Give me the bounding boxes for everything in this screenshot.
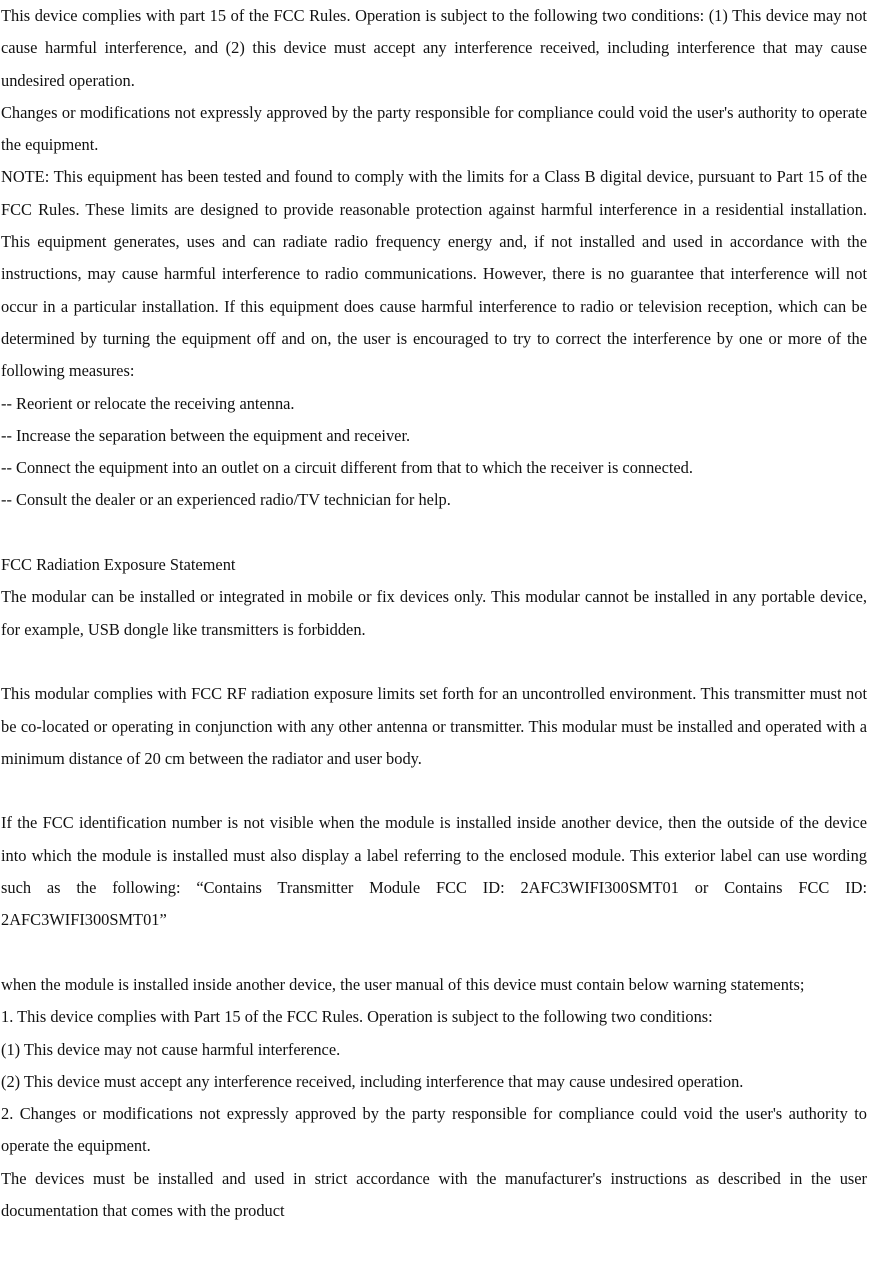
part15-statement: This device complies with part 15 of the FCC Rules. Operation is subject to the following two conditions: (1) This device may not cause harmful interference, and (2) this device must accept any interference received, including interference that may cause undesired operation. bbox=[1, 6, 867, 90]
measure-item: -- Connect the equipment into an outlet on a circuit different from that to which the receiver is connected. bbox=[1, 458, 693, 478]
measure-item: -- Increase the separation between the equipment and receiver. bbox=[1, 425, 411, 445]
fcc-id-label-section bbox=[1, 807, 867, 936]
measure-item: -- Consult the dealer or an experienced radio/TV technician for help. bbox=[1, 490, 451, 510]
manual-item-2: 2. Changes or modifications not expressly approved by the party responsible for compliance could void the user's authority to operate the equipment. bbox=[1, 1104, 867, 1156]
manual-intro: when the module is installed inside another device, the user manual of this device must contain below warning statements; bbox=[1, 974, 805, 994]
fcc-id-label-paragraph: If the FCC identification number is not visible when the module is installed inside another device, then the outside of the device into which the module is installed must also display a label referring to the enclosed module. This exterior label can use wording such as the following: “Contains Transmitter Module FCC ID: 2AFC3WIFI300SMT01 or Contains FCC ID: 2AFC3WIFI300SMT01” bbox=[1, 813, 867, 930]
fcc-compliance-section bbox=[1, 0, 867, 517]
manual-item-1a: (1) This device may not cause harmful interference. bbox=[1, 1039, 341, 1059]
paragraph-gap bbox=[1, 646, 867, 678]
modification-warning: Changes or modifications not expressly approved by the party responsible for compliance could void the user's authority to operate the equipment. bbox=[1, 102, 867, 155]
manual-item-1: 1. This device complies with Part 15 of the FCC Rules. Operation is subject to the following two conditions: bbox=[1, 1007, 713, 1027]
manual-item-1b: (2) This device must accept any interference received, including interference that may cause undesired operation. bbox=[1, 1071, 744, 1091]
paragraph-gap bbox=[1, 775, 867, 807]
paragraph-gap bbox=[1, 937, 867, 969]
mobile-install-paragraph: The modular can be installed or integrated in mobile or fix devices only. This modular cannot be installed in any portable device, for example, USB dongle like transmitters is forbidden. bbox=[1, 587, 867, 639]
paragraph-gap bbox=[1, 517, 867, 549]
measure-item: -- Reorient or relocate the receiving antenna. bbox=[1, 393, 295, 413]
user-manual-warning-section bbox=[1, 969, 867, 1227]
radiation-heading: FCC Radiation Exposure Statement bbox=[1, 555, 236, 575]
radiation-exposure-section bbox=[1, 549, 867, 775]
class-b-note: NOTE: This equipment has been tested and found to comply with the limits for a Class B digital device, pursuant to Part 15 of the FCC Rules. These limits are designed to provide reasonable protection against harmful interference in a residential installation. This equipment generates, uses and can radiate radio frequency energy and, if not installed and used in accordance with the instructions, may cause harmful interference to radio communications. However, there is no guarantee that interference will not occur in a particular installation. If this equipment does cause harmful interference to radio or television reception, which can be determined by turning the equipment off and on, the user is encouraged to try to correct the interference by one or more of the following measures: bbox=[1, 167, 867, 381]
manual-closing: The devices must be installed and used in strict accordance with the manufacturer's instructions as described in the user documentation that comes with the product bbox=[1, 1168, 867, 1220]
rf-exposure-paragraph: This modular complies with FCC RF radiation exposure limits set forth for an uncontrolled environment. This transmitter must not be co-located or operating in conjunction with any other antenna or transmitter. This modular must be installed and operated with a minimum distance of 20 cm between the radiator and user body. bbox=[1, 684, 867, 768]
